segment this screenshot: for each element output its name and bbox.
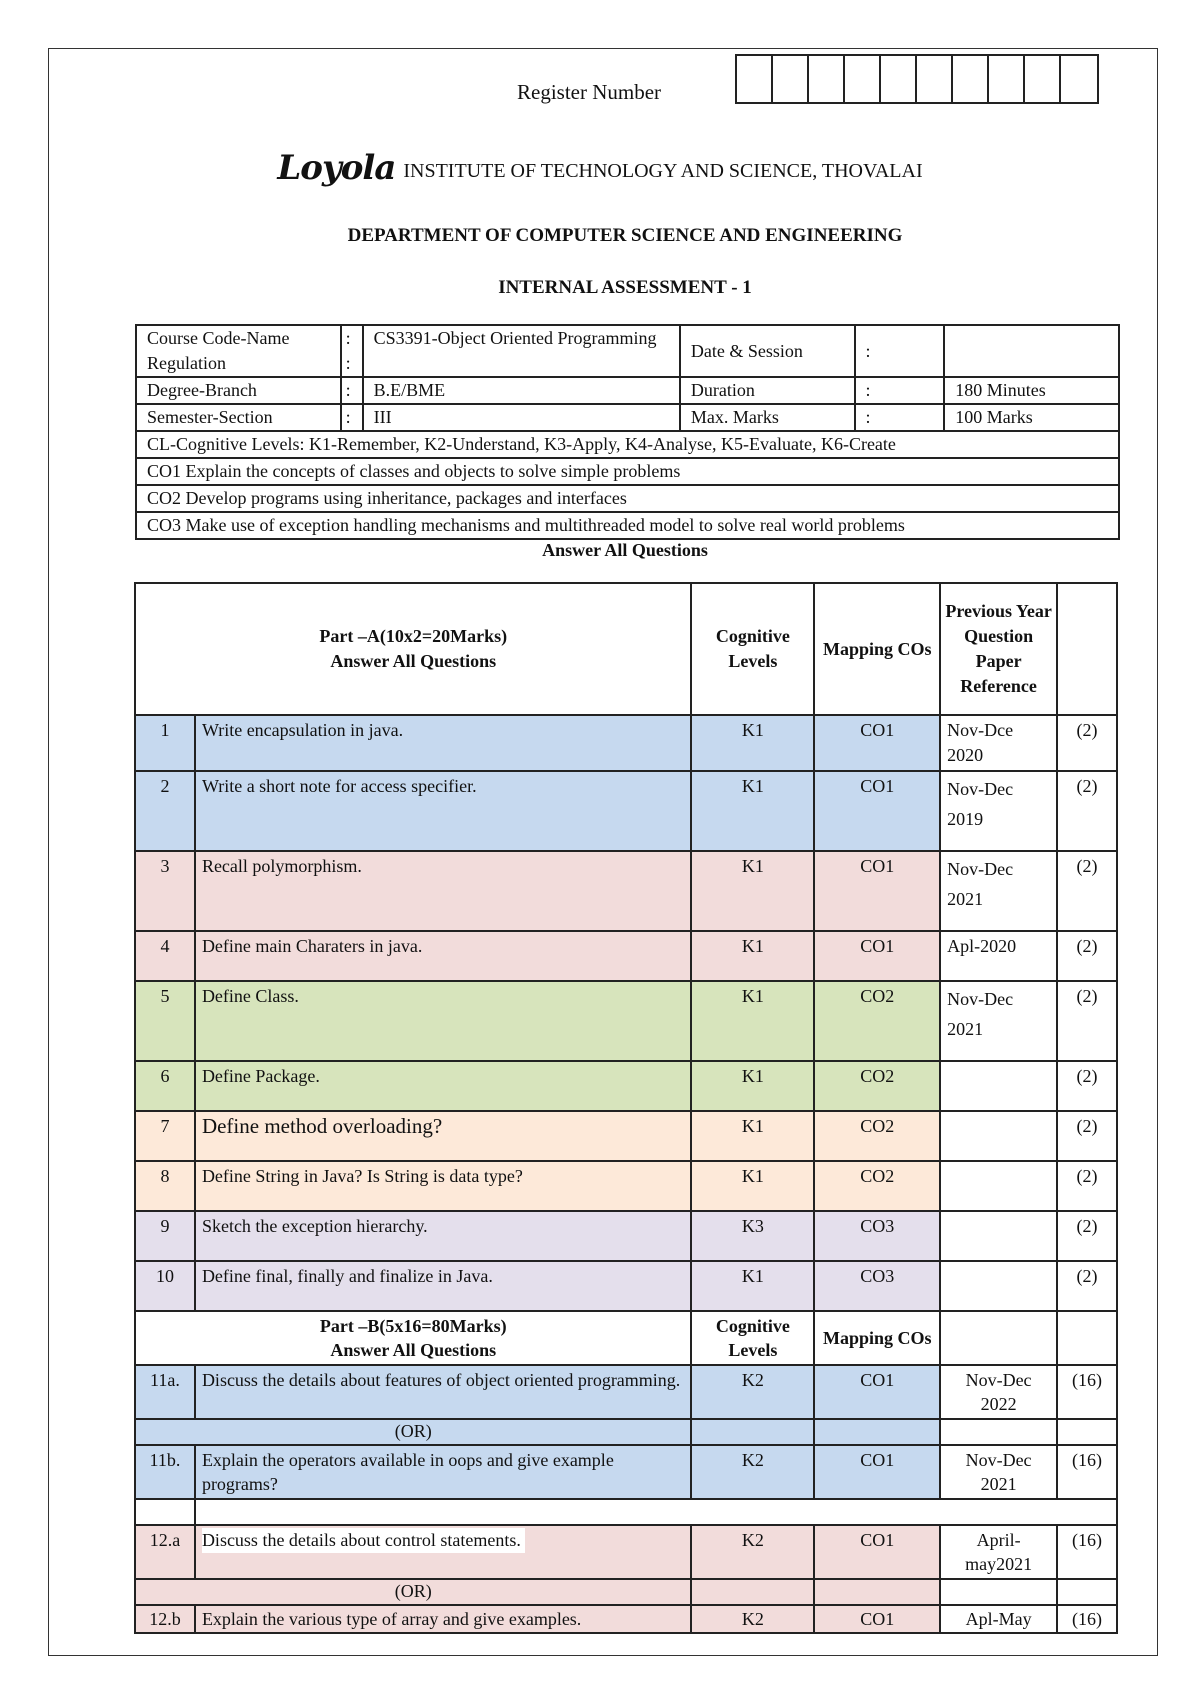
marks: (2) [1057,1111,1117,1161]
mapping-co: CO1 [814,1365,940,1419]
question-text: Write encapsulation in java. [195,715,692,771]
mapping-co: CO2 [814,981,940,1061]
register-digit-box[interactable] [1025,56,1061,102]
cognitive-level: K1 [691,1111,814,1161]
register-digit-box[interactable] [845,56,881,102]
marks: (2) [1057,851,1117,931]
col-marks [1057,1311,1117,1365]
course-outcome-co3: CO3 Make use of exception handling mechanisms and multithreaded model to solve real world problems [136,512,1119,539]
register-digit-box[interactable] [809,56,845,102]
previous-year-reference [940,1061,1057,1111]
date-session-value [944,325,1119,377]
part-a-header-row [135,583,1117,715]
mapping-co: CO1 [814,851,940,931]
previous-year-reference: Nov-Dec 2021 [940,981,1057,1061]
course-code-value: CS3391-Object Oriented Programming [363,325,680,377]
table-row [135,1061,1117,1111]
question-text: Explain the operators available in oops and give example programs? [195,1445,692,1499]
question-number: 11a. [135,1365,195,1419]
colon: : [855,377,945,404]
semester-section-value: III [363,404,680,431]
colon: : [855,404,945,431]
colon: : [341,404,363,431]
course-outcome-co1: CO1 Explain the concepts of classes and objects to solve simple problems [136,458,1119,485]
question-text-cell [195,1525,692,1579]
mapping-co: CO2 [814,1161,940,1211]
mapping-co: CO1 [814,1445,940,1499]
previous-year-reference [940,1261,1057,1311]
table-row [135,715,1117,771]
marks: (2) [1057,1261,1117,1311]
empty-cell [1057,1579,1117,1605]
table-row [135,1605,1117,1633]
previous-year-reference: Nov-Dec 2019 [940,771,1057,851]
institute-heading [0,148,1200,188]
exam-title: INTERNAL ASSESSMENT - 1 [498,277,752,298]
table-row [135,931,1117,981]
colon: : [855,325,945,377]
max-marks-value: 100 Marks [944,404,1119,431]
marks: (16) [1057,1445,1117,1499]
cognitive-level: K1 [691,1161,814,1211]
table-row [135,1445,1117,1499]
course-code-label: Course Code-Name [147,328,290,348]
table-row [135,1525,1117,1579]
mapping-co: CO1 [814,771,940,851]
table-row [135,981,1117,1061]
colon: : [341,377,363,404]
regulation-label: Regulation [147,353,226,373]
empty-cell [940,1579,1057,1605]
marks: (2) [1057,1211,1117,1261]
cognitive-level: K1 [691,1261,814,1311]
question-number: 12.b [135,1605,195,1633]
cognitive-levels-row: CL-Cognitive Levels: K1-Remember, K2-Understand, K3-Apply, K4-Analyse, K5-Evaluate, K6-Create [136,431,1119,458]
previous-year-reference: Nov-Dec 2021 [940,1445,1057,1499]
marks: (2) [1057,1061,1117,1111]
cognitive-level: K1 [691,715,814,771]
question-number: 9 [135,1211,195,1261]
question-number: 3 [135,851,195,931]
part-a-subtitle: Answer All Questions [330,651,497,671]
cognitive-level: K1 [691,1061,814,1111]
question-number: 2 [135,771,195,851]
marks: (2) [1057,715,1117,771]
previous-year-reference: Nov-Dec 2022 [940,1365,1057,1419]
question-table [134,582,1118,1634]
question-number: 8 [135,1161,195,1211]
degree-branch-label: Degree-Branch [136,377,341,404]
loyola-logo: Loyola [277,148,396,188]
question-number: 1 [135,715,195,771]
table-row [135,771,1117,851]
question-text: Define Class. [195,981,692,1061]
empty-cell [691,1579,814,1605]
question-number: 5 [135,981,195,1061]
register-digit-box[interactable] [737,56,773,102]
part-a-heading [135,583,691,715]
register-digit-box[interactable] [917,56,953,102]
col-cognitive-levels: Cognitive Levels [691,583,814,715]
empty-cell [814,1419,940,1445]
mapping-co: CO2 [814,1061,940,1111]
colon: : [345,328,351,348]
institute-name: INSTITUTE OF TECHNOLOGY AND SCIENCE, THOVALAI [403,160,923,182]
cognitive-level: K2 [691,1525,814,1579]
question-number: 10 [135,1261,195,1311]
col-marks [1057,583,1117,715]
register-digit-box[interactable] [989,56,1025,102]
part-b-heading [135,1311,691,1365]
marks: (16) [1057,1365,1117,1419]
marks: (2) [1057,771,1117,851]
empty-cell [1057,1419,1117,1445]
cognitive-level: K3 [691,1211,814,1261]
mapping-co: CO3 [814,1211,940,1261]
empty-cell [691,1419,814,1445]
question-number: 7 [135,1111,195,1161]
table-row [135,1365,1117,1419]
question-text: Discuss the details about control statements. [202,1528,525,1553]
register-digit-box[interactable] [1061,56,1097,102]
cognitive-level: K1 [691,771,814,851]
max-marks-label: Max. Marks [680,404,855,431]
previous-year-reference: Apl-2020 [940,931,1057,981]
part-a-title: Part –A(10x2=20Marks) [319,626,508,646]
date-session-label: Date & Session [680,325,855,377]
mapping-co: CO3 [814,1261,940,1311]
marks: (2) [1057,931,1117,981]
mapping-co: CO1 [814,1605,940,1633]
or-separator: (OR) [135,1419,691,1445]
question-text: Explain the various type of array and give examples. [195,1605,692,1633]
col-mapping-cos: Mapping COs [814,583,940,715]
marks: (2) [1057,981,1117,1061]
duration-label: Duration [680,377,855,404]
spacer-row [135,1499,1117,1525]
question-text: Write a short note for access specifier. [195,771,692,851]
marks: (16) [1057,1525,1117,1579]
cognitive-level: K2 [691,1365,814,1419]
or-row [135,1419,1117,1445]
cognitive-level: K2 [691,1605,814,1633]
marks: (16) [1057,1605,1117,1633]
previous-year-reference [940,1111,1057,1161]
cognitive-level: K2 [691,1445,814,1499]
question-text: Sketch the exception hierarchy. [195,1211,692,1261]
previous-year-reference: Nov-Dec 2021 [940,851,1057,931]
empty-cell [195,1499,1117,1525]
question-number: 4 [135,931,195,981]
answer-all-instruction: Answer All Questions [542,540,708,560]
table-row [135,851,1117,931]
table-row [135,1161,1117,1211]
colon-cell [341,325,363,377]
degree-branch-value: B.E/BME [363,377,680,404]
previous-year-reference: Apl-May [940,1605,1057,1633]
department-title: DEPARTMENT OF COMPUTER SCIENCE AND ENGINEERING [347,225,903,246]
col-previous-year-reference [940,1311,1057,1365]
register-digit-box[interactable] [881,56,917,102]
empty-cell [135,1499,195,1525]
empty-cell [940,1419,1057,1445]
question-number: 12.a [135,1525,195,1579]
duration-value: 180 Minutes [944,377,1119,404]
question-text: Recall polymorphism. [195,851,692,931]
or-separator: (OR) [135,1579,691,1605]
mapping-co: CO2 [814,1111,940,1161]
col-cognitive-levels: Cognitive Levels [691,1311,814,1365]
previous-year-reference [940,1161,1057,1211]
part-b-header-row [135,1311,1117,1365]
course-info-table [135,324,1120,540]
semester-section-label: Semester-Section [136,404,341,431]
colon: : [345,353,351,373]
part-b-title: Part –B(5x16=80Marks) [319,1316,507,1336]
register-number-label: Register Number [517,80,662,104]
question-text: Define Package. [195,1061,692,1111]
table-row [135,1261,1117,1311]
col-previous-year-reference: Previous Year Question Paper Reference [940,583,1057,715]
mapping-co: CO1 [814,715,940,771]
question-text: Define method overloading? [195,1111,692,1161]
mapping-co: CO1 [814,1525,940,1579]
marks: (2) [1057,1161,1117,1211]
mapping-co: CO1 [814,931,940,981]
register-digit-box[interactable] [773,56,809,102]
question-text: Discuss the details about features of object oriented programming. [195,1365,692,1419]
previous-year-reference: April-may2021 [940,1525,1057,1579]
table-row [135,1111,1117,1161]
col-mapping-cos: Mapping COs [814,1311,940,1365]
empty-cell [814,1579,940,1605]
question-text: Define final, finally and finalize in Java. [195,1261,692,1311]
register-digit-box[interactable] [953,56,989,102]
previous-year-reference: Nov-Dce 2020 [940,715,1057,771]
question-text: Define main Charaters in java. [195,931,692,981]
or-row [135,1579,1117,1605]
cognitive-level: K1 [691,851,814,931]
previous-year-reference [940,1211,1057,1261]
question-text: Define String in Java? Is String is data type? [195,1161,692,1211]
course-outcome-co2: CO2 Develop programs using inheritance, packages and interfaces [136,485,1119,512]
course-regulation-labels [136,325,341,377]
table-row [135,1211,1117,1261]
cognitive-level: K1 [691,931,814,981]
question-number: 6 [135,1061,195,1111]
part-b-subtitle: Answer All Questions [330,1340,497,1360]
question-number: 11b. [135,1445,195,1499]
cognitive-level: K1 [691,981,814,1061]
register-number-boxes[interactable] [735,54,1099,104]
